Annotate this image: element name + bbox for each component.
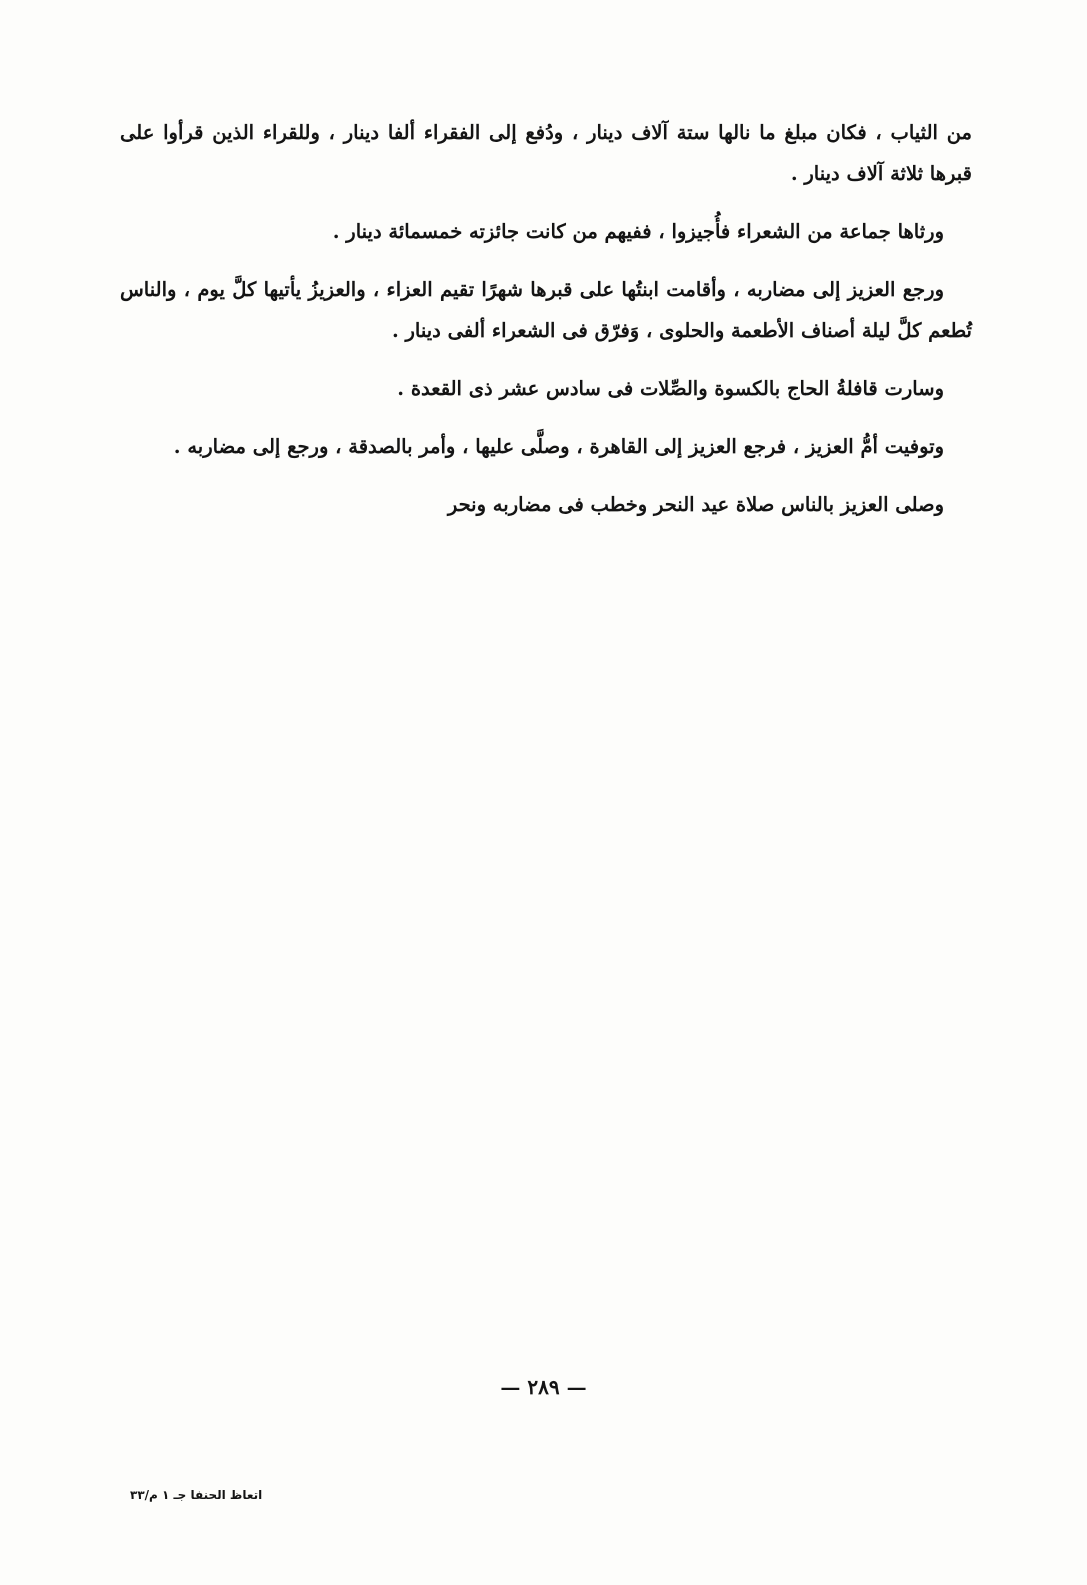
paragraph-2: ورثاها جماعة من الشعراء فأُجيزوا ، ففيهم من كانت جائزته خمسمائة دينار . [332,220,944,243]
paragraph-5: وتوفيت أمُّ العزيز ، فرجع العزيز إلى القاهرة ، وصلَّى عليها ، وأمر بالصدقة ، ورجع إلى مضاربه . [173,435,944,458]
paragraph-1: من الثياب ، فكان مبلغ ما نالها ستة آلاف دينار ، ودُفع إلى الفقراء ألفا دينار ، وللقراء الذين قرأوا على قبرها ثلاثة آلاف دينار . [120,121,972,185]
paragraph-4: وسارت قافلةُ الحاج بالكسوة والصِّلات فى سادس عشر ذى القعدة . [397,377,944,400]
body-text [120,112,972,542]
footer-reference: اتعاظ الحنفا جـ ١ م/٣٣ [130,1488,263,1502]
paragraph-6: وصلى العزيز بالناس صلاة عيد النحر وخطب فى مضاربه ونحر [447,493,944,516]
page-number: — ٢٨٩ — [500,1375,587,1399]
paragraph-3: ورجع العزيز إلى مضاربه ، وأقامت ابنتُها على قبرها شهرًا تقيم العزاء ، والعزيزُ يأتيها كلَّ يوم ، والناس تُطعم كلَّ ليلة أصناف الأطعمة والحلوى ، وَفرّق فى الشعراء ألفى دينار . [120,278,972,342]
